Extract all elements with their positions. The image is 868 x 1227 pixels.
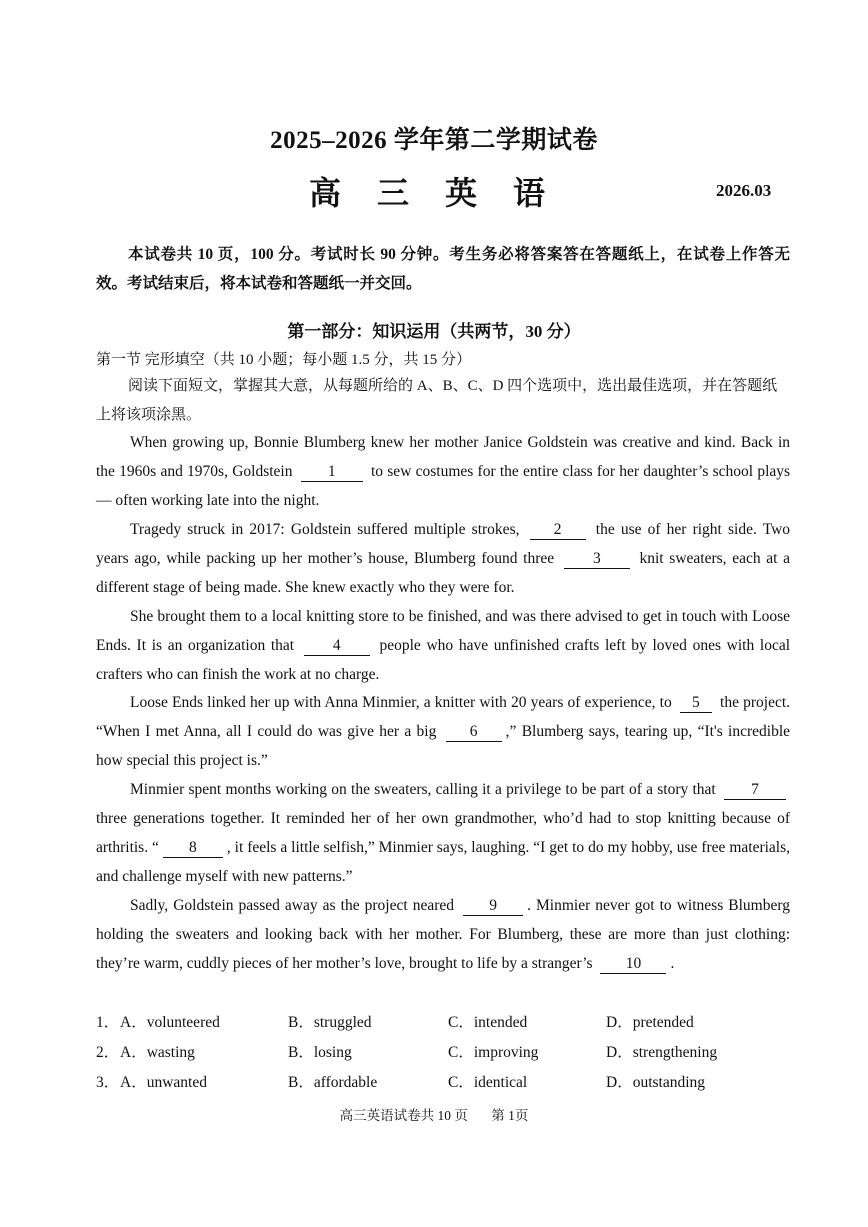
blank-10: 10 xyxy=(600,955,666,974)
option-a: A．unwanted xyxy=(120,1074,207,1091)
page-footer xyxy=(0,1104,868,1124)
paragraph-text: Sadly, Goldstein passed away as the project neared xyxy=(130,897,455,914)
blank-3: 3 xyxy=(564,550,630,569)
blank-1: 1 xyxy=(301,463,363,482)
option-d: D．pretended xyxy=(606,1014,694,1031)
option-b: B．struggled xyxy=(288,1014,372,1031)
exam-date: 2026.03 xyxy=(716,181,772,200)
paragraph-text: knit sweaters, each at a different stage of being made. She knew exactly who they were for. xyxy=(96,550,790,596)
question-number: 3． xyxy=(96,1074,120,1091)
passage-paragraph xyxy=(96,775,790,891)
passage-paragraph xyxy=(96,891,790,978)
paragraph-text: Minmier spent months working on the sweaters, calling it a privilege to be part of a story that xyxy=(130,781,716,798)
paragraph-text: to sew costumes for the entire class for her daughter’s school plays — often working late into the night. xyxy=(96,463,791,509)
blank-9: 9 xyxy=(463,897,523,916)
option-c: C．improving xyxy=(448,1044,539,1061)
option-b: B．losing xyxy=(288,1044,352,1061)
option-c: C．identical xyxy=(448,1074,528,1091)
section-instructions: 阅读下面短文，掌握其大意，从每题所给的 A、B、C、D 四个选项中，选出最佳选项，并在答题纸上将该项涂黑。 xyxy=(96,378,778,423)
paragraph-text: . xyxy=(670,955,675,972)
option-a: A．volunteered xyxy=(120,1014,220,1031)
option-row xyxy=(96,1038,796,1068)
option-a: A．wasting xyxy=(120,1044,195,1061)
paragraph-text: the use of her right side. Two years ago, while packing up her mother’s house, Blumberg found three xyxy=(96,521,791,567)
option-c: C．intended xyxy=(448,1014,528,1031)
answer-options xyxy=(96,1008,796,1098)
passage-paragraph xyxy=(96,515,790,602)
part-title: 第一部分：知识运用（共两节，30 分） xyxy=(287,322,581,341)
exam-notice: 本试卷共 10 页，100 分。考试时长 90 分钟。考生务必将答案答在答题纸上，在试卷上作答无效。考试结束后，将本试卷和答题纸一并交回。 xyxy=(96,246,790,292)
paragraph-text: people who have unfinished crafts left by loved ones with local crafters who can finish the work at no charge. xyxy=(96,637,791,683)
subject-title: 高 三 英 语 xyxy=(308,175,559,211)
blank-5: 5 xyxy=(680,694,712,713)
option-row xyxy=(96,1008,796,1038)
blank-4: 4 xyxy=(304,637,370,656)
paragraph-text: Tragedy struck in 2017: Goldstein suffered multiple strokes, xyxy=(130,521,520,538)
footer-total-pages: 高三英语试卷共 10 页 xyxy=(339,1108,468,1123)
passage-paragraph xyxy=(96,602,790,689)
blank-8: 8 xyxy=(163,839,223,858)
option-d: D．outstanding xyxy=(606,1074,706,1091)
option-row xyxy=(96,1068,796,1098)
blank-2: 2 xyxy=(530,521,586,540)
question-number: 1． xyxy=(96,1014,120,1031)
passage-paragraph xyxy=(96,428,790,515)
option-d: D．strengthening xyxy=(606,1044,718,1061)
blank-6: 6 xyxy=(446,723,502,742)
question-number: 2． xyxy=(96,1044,120,1061)
paragraph-text: the project. “When I met Anna, all I could do was give her a big xyxy=(96,694,791,740)
paragraph-text: ,” Blumberg says, tearing up, “It's incredible how special this project is.” xyxy=(96,723,791,769)
paragraph-text: She brought them to a local knitting store to be finished, and was there advised to get in touch with Loose Ends. It is an organization that xyxy=(96,608,790,654)
option-b: B．affordable xyxy=(288,1074,378,1091)
paragraph-text: Loose Ends linked her up with Anna Minmier, a knitter with 20 years of experience, to xyxy=(130,694,672,711)
paragraph-text: , it feels a little selfish,” Minmier says, laughing. “I get to do my hobby, use free materials, and challenge myself with new patterns.” xyxy=(96,839,791,885)
paragraph-text: . Minmier never got to witness Blumberg holding the sweaters and looking back with her mother. For Blumberg, these are more than just clothing: they’re warm, cuddly pieces of her mother’s love, brought to life by a stranger’s xyxy=(96,897,790,972)
passage-paragraph xyxy=(96,688,790,775)
paragraph-text: When growing up, Bonnie Blumberg knew her mother Janice Goldstein was creative and kind. Back in the 1960s and 1970s, Goldstein xyxy=(96,434,790,480)
footer-page-number: 第 1页 xyxy=(491,1108,529,1123)
blank-7: 7 xyxy=(724,781,786,800)
section-title: 第一节 完形填空（共 10 小题；每小题 1.5 分，共 15 分） xyxy=(96,352,472,368)
exam-title: 2025–2026 学年第二学期试卷 xyxy=(270,127,598,154)
paragraph-text: three generations together. It reminded her of her own grandmother, who’d had to stop knitting because of arthritis. “ xyxy=(96,810,790,856)
